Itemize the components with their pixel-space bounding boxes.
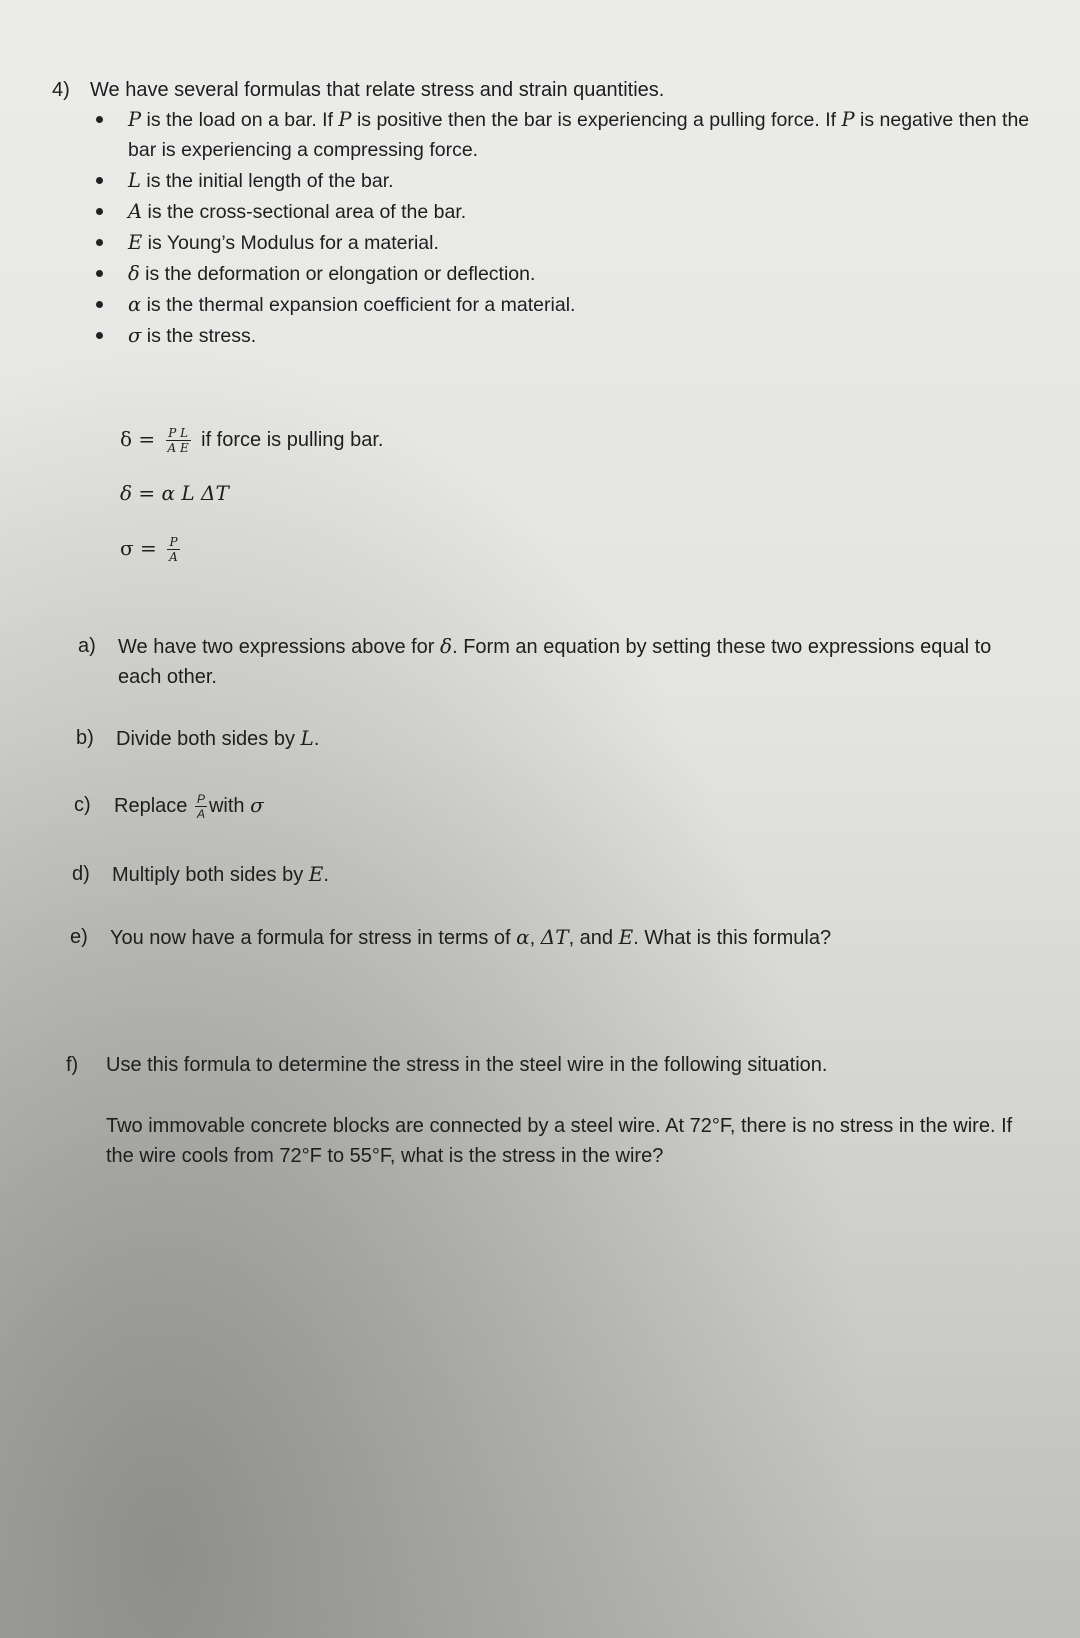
bullet-icon xyxy=(96,301,103,308)
part-text-segment: . Form an equation by setting these two expressions equal to each other. xyxy=(118,636,992,688)
part-label: b) xyxy=(76,727,94,749)
part-a xyxy=(78,631,1038,693)
bullet-icon xyxy=(96,270,103,277)
part-text-segment: . What is this formula? xyxy=(633,927,832,949)
fraction-numerator: P xyxy=(196,792,205,807)
part-instruction: Use this formula to determine the stress in the steel wire in the following situation. xyxy=(106,1054,828,1076)
part-text-segment: Multiply both sides by xyxy=(112,864,309,886)
part-e xyxy=(70,922,1030,952)
symbol-a: A xyxy=(128,200,143,223)
definition-l xyxy=(96,166,1036,196)
definition-alpha xyxy=(96,290,1036,320)
formula-note: if force is pulling bar. xyxy=(201,429,384,451)
definition-text: is the deformation or elongation or deflection. xyxy=(139,263,536,285)
definitions-list xyxy=(96,105,1036,352)
fraction-denominator: A E xyxy=(167,441,189,455)
bullet-icon xyxy=(96,177,103,184)
part-text xyxy=(112,859,329,890)
fraction-denominator: A xyxy=(169,550,178,564)
definition-text: is the load on a bar. If xyxy=(141,109,339,131)
definition-p xyxy=(96,105,1036,165)
formula-deformation-load xyxy=(120,425,383,455)
formula-stress xyxy=(120,534,184,564)
definition-sigma xyxy=(96,321,1036,351)
part-text-segment: . xyxy=(323,864,329,886)
part-label: e) xyxy=(70,926,88,948)
symbol-l: L xyxy=(300,726,314,750)
symbol-sigma: σ xyxy=(250,793,264,817)
symbol-e: E xyxy=(618,925,634,949)
formula-lhs: δ = xyxy=(120,427,156,451)
question-number: 4) xyxy=(52,79,70,101)
part-text-segment: You now have a formula for stress in terms of xyxy=(110,927,517,949)
part-text-segment: Replace xyxy=(114,795,188,817)
bullet-icon xyxy=(96,208,103,215)
part-text-segment: . xyxy=(313,728,320,750)
definition-text: is the initial length of the bar. xyxy=(140,170,394,192)
symbol-p: P xyxy=(841,108,855,131)
part-text-segment: with xyxy=(208,795,251,817)
part-text xyxy=(116,723,319,754)
formula-deformation-thermal xyxy=(120,479,229,507)
definition-e xyxy=(96,228,1036,258)
bullet-icon xyxy=(96,116,103,123)
definition-text: is negative then the bar is experiencing a compressing force. xyxy=(128,109,1030,161)
fraction-p-over-a xyxy=(195,792,207,821)
part-label: c) xyxy=(74,794,91,816)
definition-delta xyxy=(96,259,1036,289)
fraction-denominator: A xyxy=(196,807,205,822)
definition-text: is the cross-sectional area of the bar. xyxy=(142,201,467,223)
part-text-segment: , xyxy=(529,927,541,949)
part-scenario: Two immovable concrete blocks are connected by a steel wire. At 72°F, there is no stress in the wire. If the wire cools from 72°F to 55°F, what is the stress in the wire? xyxy=(106,1115,1013,1167)
symbol-delta: δ xyxy=(440,634,453,658)
definition-text: is positive then the bar is experiencing a pulling force. If xyxy=(351,109,842,131)
definition-text: is the thermal expansion coefficient for a material. xyxy=(141,294,576,316)
part-text-segment: , and xyxy=(568,927,619,949)
question-intro: We have several formulas that relate stress and strain quantities. xyxy=(90,79,665,101)
symbol-e: E xyxy=(128,231,143,254)
fraction-numerator: P xyxy=(167,535,180,550)
part-text xyxy=(110,922,831,953)
definition-a xyxy=(96,197,1036,227)
part-label: f) xyxy=(66,1054,79,1076)
formula-text: δ = α L ΔT xyxy=(120,481,229,505)
symbol-delta: δ xyxy=(128,262,140,285)
definition-text: is the stress. xyxy=(141,325,257,347)
part-text-segment: We have two expressions above for xyxy=(118,636,441,658)
part-label: d) xyxy=(72,863,90,885)
question-4 xyxy=(52,75,1032,105)
part-text xyxy=(114,790,264,821)
symbol-p: P xyxy=(338,108,352,131)
fraction-numerator: P L xyxy=(166,426,191,441)
symbol-alpha: α xyxy=(516,925,530,949)
part-text-segment: Divide both sides by xyxy=(116,728,301,750)
part-f xyxy=(66,1050,1041,1170)
part-c xyxy=(74,790,1034,830)
bullet-icon xyxy=(96,239,103,246)
symbol-delta-t: ΔT xyxy=(540,925,569,949)
bullet-icon xyxy=(96,332,103,339)
part-text xyxy=(118,631,1033,692)
part-label: a) xyxy=(78,635,96,657)
symbol-p: P xyxy=(128,108,142,131)
symbol-e: E xyxy=(308,862,324,886)
fraction-pl-over-ae xyxy=(166,426,191,455)
fraction-p-over-a xyxy=(167,535,180,564)
formula-lhs: σ = xyxy=(120,536,157,560)
part-b xyxy=(76,723,1036,753)
symbol-alpha: α xyxy=(128,293,142,316)
definition-text: is Young’s Modulus for a material. xyxy=(142,232,439,254)
symbol-sigma: σ xyxy=(128,324,142,347)
part-d xyxy=(72,859,1032,889)
symbol-l: L xyxy=(128,169,141,192)
